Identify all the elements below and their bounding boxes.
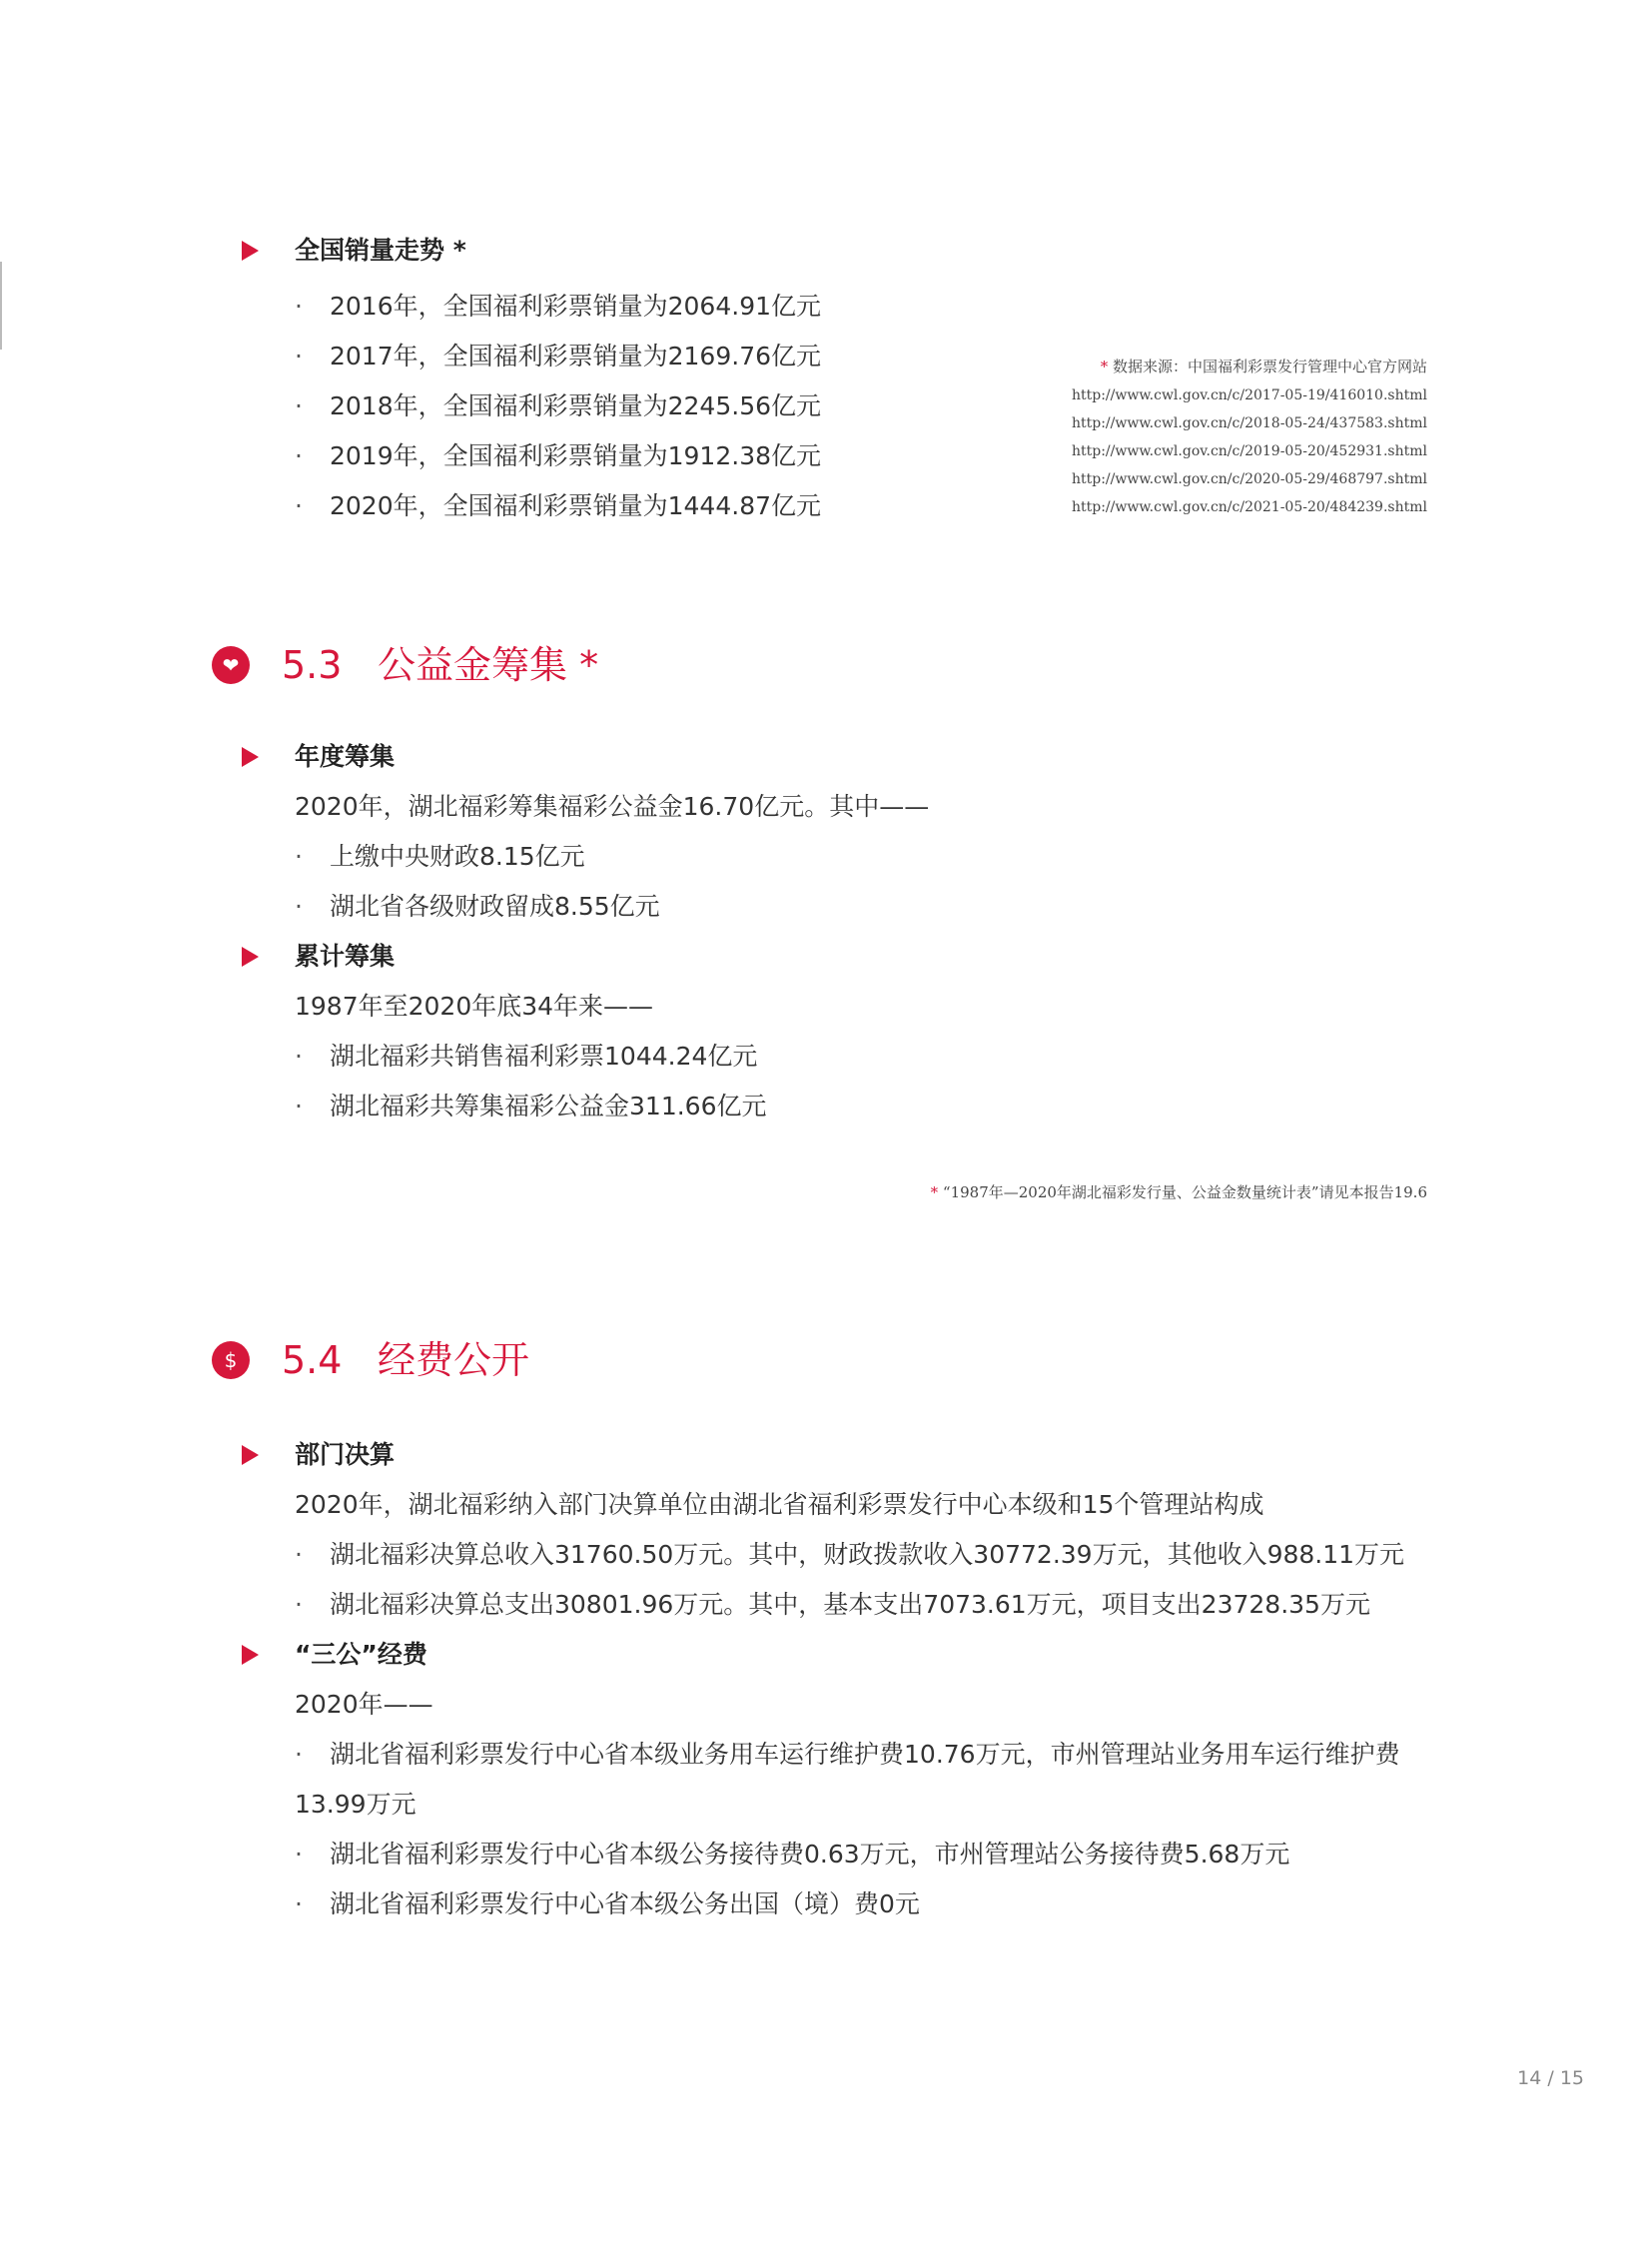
source-label: 数据来源：中国福利彩票发行管理中心官方网站 xyxy=(1112,358,1427,375)
arrow-right-icon xyxy=(242,1645,259,1665)
list-item-continuation: 13.99万元 xyxy=(295,1790,416,1819)
arrow-right-icon xyxy=(242,747,259,767)
sangong-heading: “三公”经费 xyxy=(295,1640,427,1669)
page-edge-mark xyxy=(0,262,2,350)
statistics-note xyxy=(931,1178,1427,1206)
source-note xyxy=(1101,353,1427,380)
bullet-icon: · xyxy=(295,391,303,420)
section-number: 5.4 xyxy=(282,1338,343,1382)
source-link[interactable]: http://www.cwl.gov.cn/c/2017-05-19/416010.shtml xyxy=(1071,387,1427,403)
bullet-icon: · xyxy=(295,1840,303,1868)
bullet-icon: · xyxy=(295,292,303,321)
list-item: 湖北省福利彩票发行中心省本级公务出国（境）费0元 xyxy=(330,1889,920,1918)
annual-intro: 2020年，湖北福彩筹集福彩公益金16.70亿元。其中—— xyxy=(295,792,930,821)
statistics-note-text: “1987年—2020年湖北福彩发行量、公益金数量统计表”请见本报告19.6 xyxy=(942,1183,1427,1201)
source-link[interactable]: http://www.cwl.gov.cn/c/2018-05-24/437583.shtml xyxy=(1071,415,1427,431)
national-sales-heading: 全国销量走势 * xyxy=(295,236,466,265)
arrow-right-icon xyxy=(242,947,259,967)
bullet-icon: · xyxy=(295,1740,303,1769)
source-link[interactable]: http://www.cwl.gov.cn/c/2021-05-20/484239.shtml xyxy=(1071,499,1427,515)
bullet-icon: · xyxy=(295,1042,303,1071)
page-number: 14 / 15 xyxy=(1517,2067,1584,2089)
asterisk-icon: * xyxy=(930,1183,939,1201)
bullet-icon: · xyxy=(295,342,303,371)
heart-icon: ❤ xyxy=(212,646,250,684)
asterisk-icon: * xyxy=(1100,358,1109,375)
dept-intro: 2020年，湖北福彩纳入部门决算单位由湖北省福利彩票发行中心本级和15个管理站构成 xyxy=(295,1490,1264,1519)
money-bag-icon: $ xyxy=(212,1341,250,1379)
list-item: 湖北省福利彩票发行中心省本级业务用车运行维护费10.76万元，市州管理站业务用车运行维护费 xyxy=(330,1740,1400,1769)
list-item: 2019年，全国福利彩票销量为1912.38亿元 xyxy=(330,441,822,470)
section-title: 经费公开 xyxy=(378,1338,530,1382)
annual-heading: 年度筹集 xyxy=(295,742,396,771)
source-link[interactable]: http://www.cwl.gov.cn/c/2019-05-20/452931.shtml xyxy=(1071,443,1427,459)
bullet-icon: · xyxy=(295,1889,303,1918)
bullet-icon: · xyxy=(295,1590,303,1619)
list-item: 上缴中央财政8.15亿元 xyxy=(330,842,585,871)
arrow-right-icon xyxy=(242,241,259,261)
bullet-icon: · xyxy=(295,892,303,921)
bullet-icon: · xyxy=(295,842,303,871)
list-item: 2018年，全国福利彩票销量为2245.56亿元 xyxy=(330,391,822,420)
list-item: 湖北福彩决算总收入31760.50万元。其中，财政拨款收入30772.39万元，其他收入988.11万元 xyxy=(330,1540,1405,1569)
source-link[interactable]: http://www.cwl.gov.cn/c/2020-05-29/468797.shtml xyxy=(1071,471,1427,487)
list-item: 湖北福彩决算总支出30801.96万元。其中，基本支出7073.61万元，项目支出23728.35万元 xyxy=(330,1590,1370,1619)
list-item: 湖北省各级财政留成8.55亿元 xyxy=(330,892,660,921)
sangong-intro: 2020年—— xyxy=(295,1690,433,1719)
list-item: 湖北福彩共筹集福彩公益金311.66亿元 xyxy=(330,1092,767,1121)
list-item: 2020年，全国福利彩票销量为1444.87亿元 xyxy=(330,491,822,520)
cumulative-heading: 累计筹集 xyxy=(295,942,396,971)
list-item: 2017年，全国福利彩票销量为2169.76亿元 xyxy=(330,342,822,371)
list-item: 湖北福彩共销售福利彩票1044.24亿元 xyxy=(330,1042,758,1071)
dept-heading: 部门决算 xyxy=(295,1440,396,1469)
bullet-icon: · xyxy=(295,1092,303,1121)
bullet-icon: · xyxy=(295,441,303,470)
section-number: 5.3 xyxy=(282,643,343,687)
section-title: 公益金筹集 * xyxy=(378,643,599,687)
arrow-right-icon xyxy=(242,1445,259,1465)
bullet-icon: · xyxy=(295,1540,303,1569)
list-item: 湖北省福利彩票发行中心省本级公务接待费0.63万元，市州管理站公务接待费5.68万元 xyxy=(330,1840,1290,1868)
list-item: 2016年，全国福利彩票销量为2064.91亿元 xyxy=(330,292,822,321)
bullet-icon: · xyxy=(295,491,303,520)
cumulative-intro: 1987年至2020年底34年来—— xyxy=(295,992,654,1021)
